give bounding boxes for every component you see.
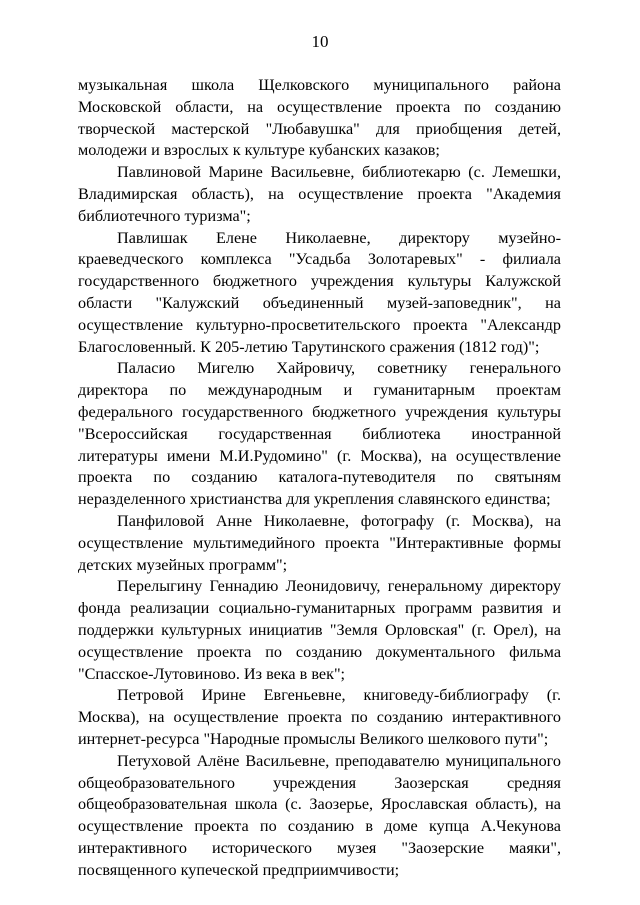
paragraph-palasio: Паласио Мигелю Хайровичу, советнику генерального директора по международным и гуманитарным проектам федерального государственного бюджетного учреждения культуры "Всероссийская государственная библиотека иностранной литературы имени М.И.Рудомино" (г. Москва), на осуществление проекта по созданию каталога-путеводителя по святыням неразделенного христианства для укрепления славянского единства; bbox=[78, 359, 561, 509]
paragraph-pavlinova: Павлиновой Марине Васильевне, библиотекарю (с. Лемешки, Владимирская область), на осуществление проекта "Академия библиотечного туризма"; bbox=[78, 163, 561, 225]
paragraph-perelygin: Перелыгину Геннадию Леонидовичу, генеральному директору фонда реализации социально-гуманитарных программ развития и поддержки культурных инициатив "Земля Орловская" (г. Орел), на осуществление проекта по созданию документального фильма "Спасское-Лутовиново. Из века в век"; bbox=[78, 577, 561, 683]
document-body bbox=[78, 75, 561, 881]
paragraph-panfilova: Панфиловой Анне Николаевне, фотографу (г. Москва), на осуществление мультимедийного проекта "Интерактивные формы детских музейных программ"; bbox=[78, 511, 561, 574]
paragraph-petrova: Петровой Ирине Евгеньевне, книговеду-библиографу (г. Москва), на осуществление проекта по созданию интерактивного интернет-ресурса "Народные промыслы Великого шелкового пути"; bbox=[78, 686, 561, 748]
page-number: 10 bbox=[311, 32, 329, 51]
paragraph-petukhova: Петуховой Алёне Васильевне, преподавателю муниципального общеобразовательного учреждения Заозерская средняя общеобразовательная школа (с. Заозерье, Ярославская область), на осуществление проекта по созданию в доме купца А.Чекунова интерактивного исторического музея "Заозерские маяки", посвященного купеческой предприимчивости; bbox=[78, 751, 561, 879]
paragraph-continuation: музыкальная школа Щелковского муниципального района Московской области, на осуществление проекта по созданию творческой мастерской "Любавушка" для приобщения детей, молодежи и взрослых к культуре кубанских казаков; bbox=[78, 76, 561, 160]
paragraph-pavlishak: Павлишак Елене Николаевне, директору музейно-краеведческого комплекса "Усадьба Золотаревых" - филиала государственного бюджетного учреждения культуры Калужской области "Калужский объединенный музей-заповедник", на осуществление культурно-просветительского проекта "Александр Благословенный. К 205-летию Тарутинского сражения (1812 год)"; bbox=[78, 228, 561, 356]
